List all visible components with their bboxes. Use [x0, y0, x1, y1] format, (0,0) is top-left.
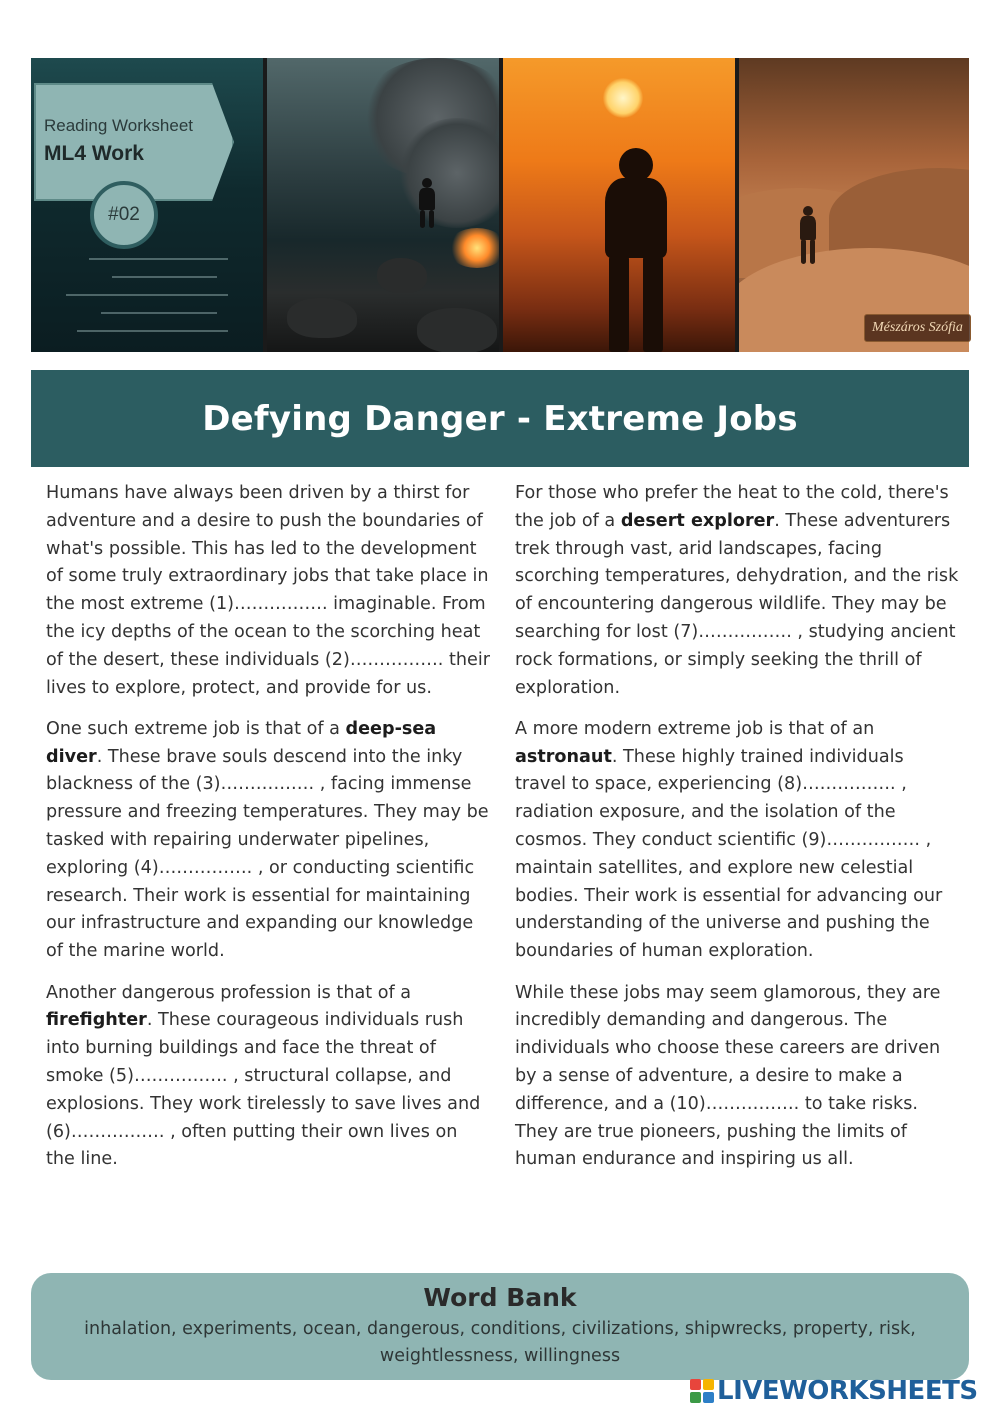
paragraph-astronaut: A more modern extreme job is that of an astronaut. These highly trained individuals travel to space, experiencing (8)……………. , radiation exposure, and the isolation of the cosmos. They conduct scientific (9)……………. , maintain satellites, and explore new celestial bodies. Their work is essential for advancing our understanding of the universe and pushing the boundaries of human exploration.: [515, 718, 943, 962]
image-credit: Mészáros Szófia: [864, 314, 971, 342]
job-name: firefighter: [46, 1010, 147, 1031]
liveworksheets-logo-icon: [690, 1379, 714, 1403]
job-name: deep-sea diver: [46, 718, 437, 767]
page-title: Defying Danger - Extreme Jobs: [202, 398, 798, 439]
logo-text: LIVEWORKSHEETS: [717, 1376, 978, 1406]
title-bar: [31, 370, 969, 467]
paragraph-intro: Humans have always been driven by a thirst for adventure and a desire to push the boundaries of what's possible. This has led to the development of some truly extraordinary jobs that take place in the most extreme (1)……………. imaginable. From the icy depths of the ocean to the scorching heat of the desert, these individuals (2)……………. their lives to explore, protect, and provide for us.: [46, 483, 490, 698]
astronaut-image: [499, 58, 735, 352]
firefighter-image: [263, 58, 499, 352]
worksheet-level: ML4 Work: [44, 142, 144, 165]
word-bank-heading: Word Bank: [423, 1283, 577, 1312]
paragraph-firefighter: Another dangerous profession is that of a firefighter. These courageous individuals rush into burning buildings and face the threat of smoke (5)……………. , structural collapse, and explosions. They work tirelessly to save lives and (6)……………. , often putting their own lives on the line.: [46, 982, 481, 1170]
paragraph-deep-sea-diver: One such extreme job is that of a deep-sea diver. These brave souls descend into the inky blackness of the (3)……………. , facing immense pressure and freezing temperatures. They may be tasked with repairing underwater pipelines, exploring (4)……………. , or conducting scientific research. Their work is essential for maintaining our infrastructure and expanding our knowledge of the marine world.: [46, 718, 489, 962]
liveworksheets-logo: [690, 1376, 978, 1406]
paragraph-conclusion: While these jobs may seem glamorous, they are incredibly demanding and dangerous. The individuals who choose these careers are driven by a sense of adventure, a desire to make a difference, and a (10)……………. to take risks. They are true pioneers, pushing the limits of human endurance and inspiring us all.: [515, 982, 941, 1170]
job-name: desert explorer: [620, 510, 775, 531]
article-column-right: [515, 480, 960, 1188]
article-column-left: [46, 480, 491, 1188]
word-bank-words: inhalation, experiments, ocean, dangerous, conditions, civilizations, shipwrecks, property, risk, weightlessness, willingness: [84, 1319, 916, 1366]
worksheet-number-badge: #02: [90, 181, 158, 249]
worksheet-subtitle: Reading Worksheet: [44, 116, 193, 135]
word-bank: [31, 1273, 969, 1380]
paragraph-desert-explorer: For those who prefer the heat to the cold, there's the job of a desert explorer. These adventurers trek through vast, arid landscapes, facing scorching temperatures, dehydration, and the risk of encountering dangerous wildlife. They may be searching for lost (7)……………. , studying ancient rock formations, or simply seeking the thrill of exploration.: [515, 483, 959, 698]
job-name: astronaut: [515, 746, 612, 767]
desert-explorer-image: [735, 58, 969, 352]
